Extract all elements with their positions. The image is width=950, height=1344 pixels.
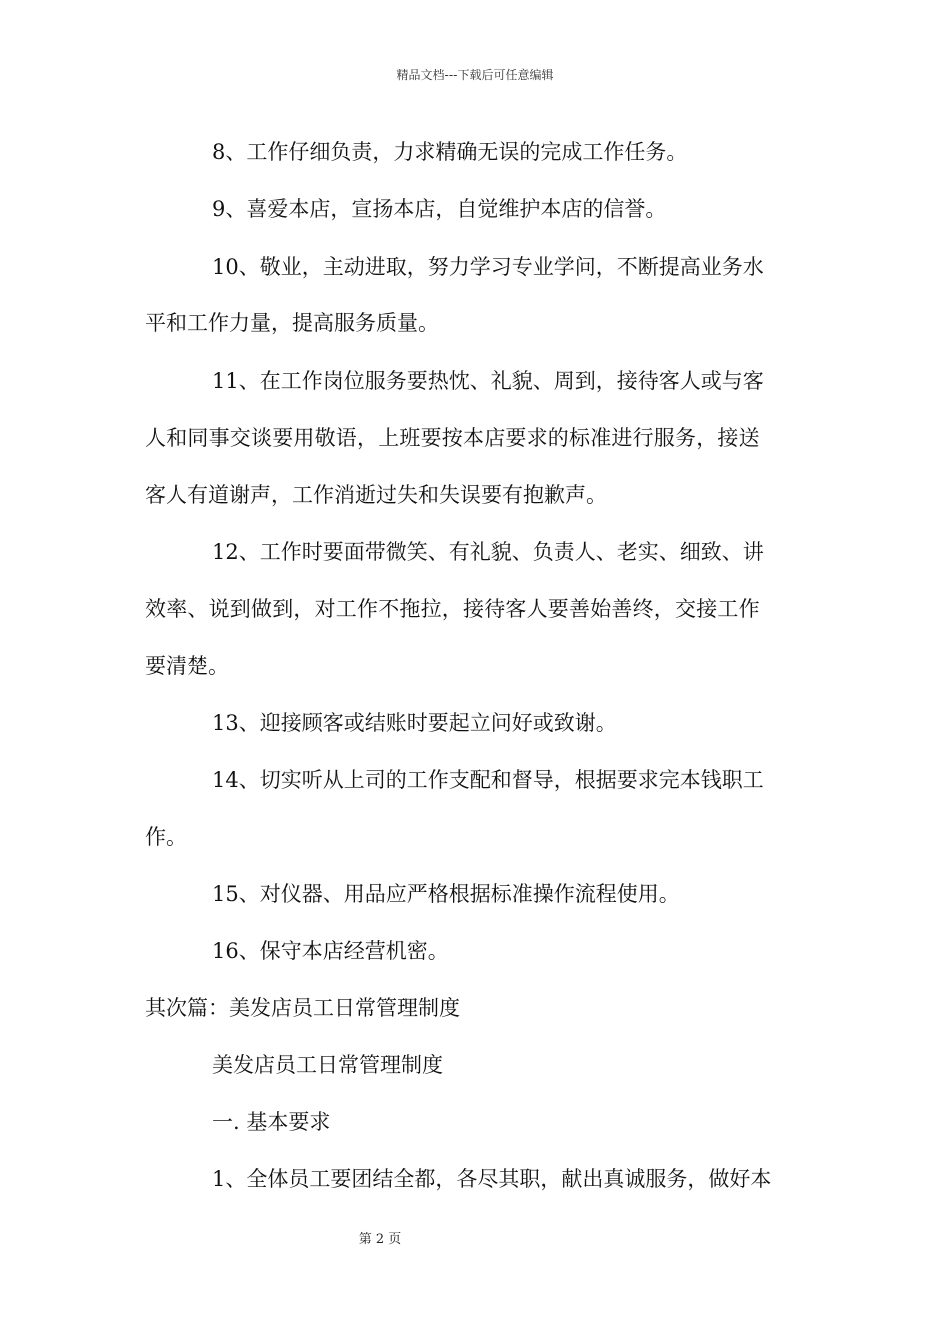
rule-11-line-3: 客人有道谢声，工作消逝过失和失误要有抱歉声。: [145, 483, 607, 507]
rule-16: 16、保守本店经营机密。: [212, 939, 449, 963]
rule-10-line-1: 10、敬业，主动进取，努力学习专业学问，不断提高业务水: [212, 255, 764, 279]
page-header: 精品文档---下载后可任意编辑: [396, 68, 554, 82]
section-heading: 其次篇：美发店员工日常管理制度: [145, 996, 460, 1020]
sub-heading-basic-requirements: 一. 基本要求: [212, 1110, 331, 1134]
rule-11-line-1: 11、在工作岗位服务要热忱、礼貌、周到，接待客人或与客: [212, 369, 764, 393]
rule-15: 15、对仪器、用品应严格根据标准操作流程使用。: [212, 882, 680, 906]
section-title: 美发店员工日常管理制度: [212, 1053, 443, 1077]
rule-9: 9、喜爱本店，宣扬本店，自觉维护本店的信誉。: [212, 197, 667, 221]
page-number: 第 2 页: [358, 1232, 402, 1247]
rule-10-line-2: 平和工作力量，提高服务质量。: [145, 311, 439, 335]
rule-12-line-2: 效率、说到做到，对工作不拖拉，接待客人要善始善终，交接工作: [145, 597, 760, 621]
item-1-line-1: 1、全体员工要团结全都，各尽其职，献出真诚服务，做好本: [212, 1167, 772, 1191]
rule-12-line-3: 要清楚。: [145, 654, 229, 678]
rule-14-line-1: 14、切实听从上司的工作支配和督导，根据要求完本钱职工: [212, 768, 764, 792]
rule-13: 13、迎接顾客或结账时要起立问好或致谢。: [212, 711, 617, 735]
rule-11-line-2: 人和同事交谈要用敬语，上班要按本店要求的标准进行服务，接送: [145, 426, 760, 450]
rule-8: 8、工作仔细负责，力求精确无误的完成工作任务。: [212, 140, 688, 164]
rule-14-line-2: 作。: [145, 825, 187, 849]
rule-12-line-1: 12、工作时要面带微笑、有礼貌、负责人、老实、细致、讲: [212, 540, 764, 564]
